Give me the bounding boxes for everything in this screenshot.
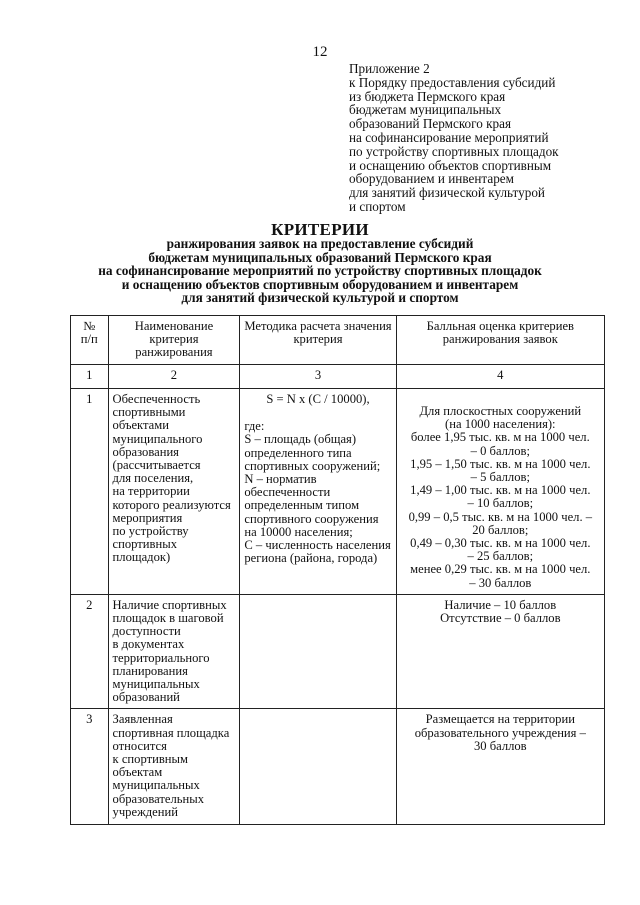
calculation-method (240, 709, 396, 825)
table-header-row (71, 316, 605, 365)
table-row (71, 389, 605, 595)
appendix-line: к Порядку предоставления субсидий (349, 74, 556, 90)
page-number: 12 (312, 44, 328, 60)
score-description: Для плоскостных сооружений (на 1000 населения): более 1,95 тыс. кв. м на 1000 чел. – 0 баллов; 1,95 – 1,50 тыс. кв. м на 1000 чел. – 5 баллов; 1,49 – 1,00 тыс. кв. м на 1000 чел. – 10 баллов; 0,99 – 0,5 тыс. кв. м на 1000 чел. – 20 баллов; 0,49 – 0,30 тыс. кв. м на 1000 чел. – 25 баллов; менее 0,29 тыс. кв. м на 1000 чел. – 30 баллов (396, 389, 604, 595)
subtitle-line: бюджетам муниципальных образований Пермского края (148, 249, 492, 265)
appendix-line: Приложение 2 (349, 61, 430, 76)
criteria-table (70, 315, 605, 825)
column-number: 2 (108, 365, 240, 389)
subtitle-line: и оснащению объектов спортивным оборудованием и инвентарем (121, 276, 519, 292)
header-method: Методика расчета значения критерия (240, 316, 396, 365)
formula: S = N x (C / 10000), (266, 392, 370, 406)
criterion-name: Наличие спортивных площадок в шаговой доступности в документах территориального планирования муниципальных образований (108, 594, 240, 709)
document-title: КРИТЕРИИ (271, 220, 369, 239)
row-number: 1 (71, 389, 109, 595)
document-subtitle (0, 237, 640, 305)
appendix-line: и спортом (349, 198, 406, 214)
subtitle-line: ранжирования заявок на предоставление субсидий (166, 236, 474, 251)
score-description: Наличие – 10 баллов Отсутствие – 0 баллов (396, 594, 604, 709)
column-number: 3 (240, 365, 396, 389)
appendix-line: бюджетам муниципальных (349, 102, 502, 118)
header-score: Балльная оценка критериев ранжирования заявок (396, 316, 604, 365)
column-number: 4 (396, 365, 604, 389)
column-number-row (71, 365, 605, 389)
appendix-block (349, 62, 559, 214)
appendix-line: оборудованием и инвентарем (349, 171, 514, 187)
subtitle-line: на софинансирование мероприятий по устройству спортивных площадок (98, 263, 542, 279)
appendix-line: на софинансирование мероприятий (349, 129, 549, 145)
calculation-method (240, 594, 396, 709)
appendix-line: образований Пермского края (349, 116, 512, 132)
row-number: 2 (71, 594, 109, 709)
header-number: № п/п (71, 316, 109, 365)
table-row (71, 709, 605, 825)
table-row (71, 594, 605, 709)
criterion-name: Обеспеченность спортивными объектами муниципального образования (рассчитывается для поселения, на территории которого реализуются мероприятия по устройству спортивных площадок) (108, 389, 240, 595)
subtitle-line: для занятий физической культурой и спортом (181, 290, 459, 306)
calculation-method: S = N x (C / 10000), где: S – площадь (общая) определенного типа спортивных сооружений; N – норматив обеспеченности определенным типом спортивного сооружения на 10000 населения; С – численность населения региона (района, города) (240, 389, 396, 595)
score-description: Размещается на территории образовательного учреждения – 30 баллов (396, 709, 604, 825)
row-number: 3 (71, 709, 109, 825)
header-criterion-name: Наименование критерия ранжирования (108, 316, 240, 365)
appendix-line: для занятий физической культурой (349, 185, 545, 201)
appendix-line: и оснащению объектов спортивным (349, 157, 552, 173)
column-number: 1 (71, 365, 109, 389)
criterion-name: Заявленная спортивная площадка относится к спортивным объектам муниципальных образовательных учреждений (108, 709, 240, 825)
appendix-line: по устройству спортивных площадок (349, 143, 559, 159)
appendix-line: из бюджета Пермского края (349, 88, 506, 104)
